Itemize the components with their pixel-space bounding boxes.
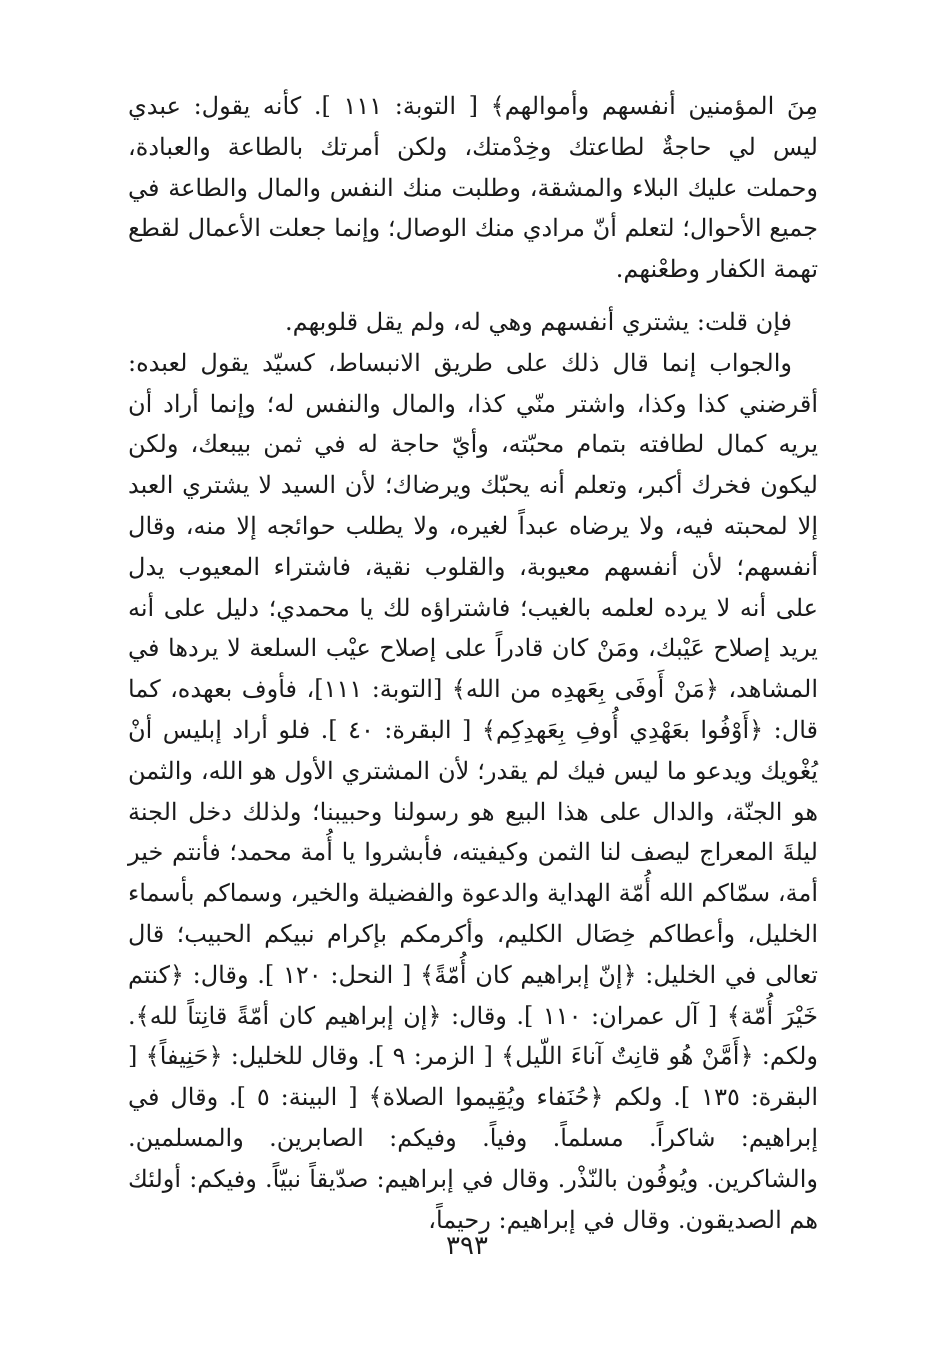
paragraph-2: فإن قلت: يشتري أنفسهم وهي له، ولم يقل قلوبهم.: [284, 307, 792, 336]
paragraph-1: مِنَ المؤمنين أنفسهم وأموالهم﴾ [ التوبة: ١١١ ]. كأنه يقول: عبدي ليس لي حاجةٌ لطاعتك وخِدْمتك، ولكن أمرتك بالطاعة والعبادة، وحملت عليك البلاء والمشقة، وطلبت منك النفس والمال والطاعة في جميع الأحوال؛ لتعلم أنّ مرادي منك الوصال؛ وإنما جعلت الأعمال لقطع تهمة الكفار وطعْنهم.: [128, 92, 819, 284]
page-body: [128, 86, 818, 1240]
page-number: ٣٩٣: [446, 1231, 488, 1261]
paragraph-3: والجواب إنما قال ذلك على طريق الانبساط، كسيّد يقول لعبده: أقرضني كذا وكذا، واشتر منّي كذا، والمال والنفس له؛ وإنما أراد أن يريه كمال لطافته بتمام محبّته، وأيّ حاجة له في ثمن بيبعك، ولكن ليكون فخرك أكبر، وتعلم أنه يحبّك ويرضاك؛ لأن السيد لا يشتري العبد إلا لمحبته فيه، ولا يرضاه عبداً لغيره، ولا يطلب حوائجه إلا منه، وقال أنفسهم؛ لأن أنفسهم معيوبة، والقلوب نقية، فاشتراء المعيوب يدل على أنه لا يرده لعلمه بالغيب؛ فاشتراؤه لك يا محمدي؛ دليل على أنه يريد إصلاح عَيْبك، ومَنْ كان قادراً على إصلاح عيْب السلعة لا يردها في المشاهد، ﴿مَنْ أَوفَى بِعَهدِه من الله﴾ [التوبة: ١١١]، فأوف بعهده، كما قال: ﴿أَوْفُوا بعَهْدِي أُوفِ بِعَهدِكِم﴾ [ البقرة: ٤٠ ]. فلو أراد إبليس أنْ يُغْويك ويدعو ما ليس فيك لم يقدر؛ لأن المشتري الأول هو الله، والثمن هو الجنّة، والدال على هذا البيع هو رسولنا وحبيبنا؛ ولذلك دخل الجنة ليلةَ المعراج ليصف لنا الثمن وكيفيته، فأبشروا يا أُمة محمد؛ فأنتم خير أمة، سمّاكم الله أُمّة الهداية والدعوة والفضيلة والخير، وسماكم بأسماء الخليل، وأعطاكم خِصَال الكليم، وأكرمكم بإكرام نبيكم الحبيب؛ قال تعالى في الخليل: ﴿إنّ إبراهيم كان أُمّةً﴾ [ النحل: ١٢٠ ]. وقال: ﴿كنتم خَيْرَ أُمّة﴾ [ آل عمران: ١١٠ ]. وقال: ﴿إن إبراهيم كان أمّةً قانِتاً لله﴾. ولكم: ﴿أَمَّنْ هُو قانِتٌ آناءَ اللّيل﴾ [ الزمر: ٩ ]. وقال للخليل: ﴿حَنِيفاً﴾ [ البقرة: ١٣٥ ]. ولكم ﴿حُنَفاء ويُقِيموا الصلاة﴾ [ البينة: ٥ ]. وقال في إبراهيم: شاكراً. مسلماً. وفياً. وفيكم: الصابرين. والمسلمين. والشاكرين. ويُوفُون بالنّذْر. وقال في إبراهيم: صدّيقاً نبيّاً. وفيكم: أولئك هم الصديقون. وقال في إبراهيم: رحيماً،: [128, 348, 818, 1234]
